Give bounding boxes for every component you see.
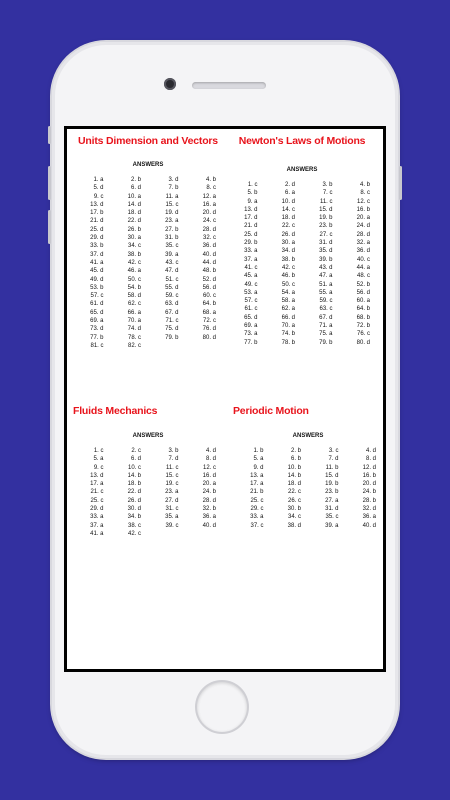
- section-title: Newton's Laws of Motions: [238, 135, 366, 147]
- answer-item: 32. a: [356, 240, 370, 247]
- answer-item: 64. b: [356, 306, 370, 313]
- answer-item: 57. c: [244, 298, 258, 305]
- answer-item: 3. c: [328, 448, 339, 454]
- answer-item: 64. b: [202, 301, 216, 308]
- answer-item: 18. b: [127, 481, 141, 488]
- home-button[interactable]: [197, 682, 247, 732]
- answer-item: 25. d: [244, 231, 258, 238]
- answer-item: 70. a: [281, 323, 295, 330]
- answer-item: 13. d: [244, 206, 258, 213]
- answer-item: 76. c: [356, 331, 370, 338]
- answer-item: 5. a: [253, 456, 264, 463]
- answer-item: 39. a: [325, 522, 339, 529]
- answer-item: 25. c: [250, 497, 264, 504]
- power-button: [399, 166, 402, 200]
- screen: [64, 126, 386, 672]
- answer-item: 36. a: [202, 514, 216, 521]
- answer-item: 19. b: [319, 215, 333, 222]
- answer-item: 42. c: [127, 259, 141, 266]
- answer-item: 15. c: [165, 201, 179, 208]
- answer-item: 35. a: [165, 514, 179, 521]
- answer-item: 74. d: [127, 326, 141, 333]
- answer-item: 23. a: [165, 489, 179, 496]
- answer-item: 38. c: [127, 522, 141, 529]
- answer-item: 80. d: [202, 334, 216, 341]
- answer-item: 18. d: [127, 210, 141, 217]
- answer-item: 7. b: [168, 185, 179, 192]
- answer-item: 23. b: [325, 489, 339, 496]
- answer-item: 16. d: [202, 472, 216, 479]
- answer-item: 14. c: [281, 206, 295, 213]
- answer-item: 62. a: [281, 306, 295, 313]
- answer-item: 78. b: [281, 339, 295, 346]
- answer-item: 10. b: [287, 464, 301, 471]
- answer-item: 35. c: [325, 514, 339, 521]
- answer-item: 8. c: [206, 185, 216, 192]
- answer-item: 2. b: [290, 448, 301, 454]
- answer-item: 61. c: [244, 306, 258, 313]
- silent-switch: [48, 126, 51, 144]
- answer-item: 63. c: [319, 306, 333, 313]
- answer-item: 28. d: [202, 226, 216, 233]
- answer-item: 77. b: [244, 339, 258, 346]
- answer-item: 8. d: [205, 456, 216, 463]
- answer-item: 38. d: [287, 522, 301, 529]
- answer-item: 32. c: [202, 235, 216, 242]
- answer-item: 9. d: [253, 464, 264, 471]
- answer-item: 23. a: [165, 218, 179, 225]
- answers-heading: ANSWERS: [292, 433, 324, 439]
- answer-item: 27. d: [165, 497, 179, 504]
- answer-item: 14. b: [287, 472, 301, 479]
- answer-item: 49. c: [244, 281, 258, 288]
- answer-item: 21. d: [90, 218, 104, 225]
- answer-item: 24. d: [356, 223, 370, 230]
- answer-item: 38. b: [281, 256, 295, 263]
- answer-item: 15. d: [319, 206, 333, 213]
- answer-item: 36. d: [202, 243, 216, 250]
- answer-item: 12. d: [362, 464, 376, 471]
- answer-item: 69. a: [90, 318, 104, 325]
- answer-item: 54. a: [281, 289, 295, 296]
- answer-item: 33. a: [244, 248, 258, 255]
- answer-item: 43. c: [165, 259, 179, 266]
- answer-item: 47. a: [319, 273, 333, 280]
- answer-item: 79. b: [165, 334, 179, 341]
- answer-item: 45. d: [90, 268, 104, 275]
- answer-item: 68. b: [356, 314, 370, 321]
- answer-item: 69. a: [244, 323, 258, 330]
- section-periodic-motion: [233, 405, 383, 529]
- answer-item: 29. c: [250, 506, 264, 513]
- answer-item: 65. d: [90, 309, 104, 316]
- answer-item: 63. d: [165, 301, 179, 308]
- answer-item: 75. a: [319, 331, 333, 338]
- answer-item: 62. c: [127, 301, 141, 308]
- answer-item: 21. c: [90, 489, 104, 496]
- answer-item: 20. d: [202, 210, 216, 217]
- answer-item: 25. d: [90, 226, 104, 233]
- answer-item: 48. c: [356, 273, 370, 280]
- answer-item: 56. d: [202, 284, 216, 291]
- answer-item: 34. c: [127, 243, 141, 250]
- answer-item: 31. c: [165, 506, 179, 513]
- answer-item: 42. c: [127, 530, 141, 537]
- answer-item: 37. c: [250, 522, 264, 529]
- answer-item: 13. d: [90, 201, 104, 208]
- answer-item: 60. c: [202, 293, 216, 300]
- answer-item: 6. d: [130, 456, 141, 463]
- answer-item: 18. d: [281, 215, 295, 222]
- answer-item: 22. c: [287, 489, 301, 496]
- section-title: Periodic Motion: [233, 405, 309, 417]
- answer-item: 65. d: [244, 314, 258, 321]
- answer-item: 46. b: [281, 273, 295, 280]
- answer-item: 14. b: [127, 472, 141, 479]
- answer-item: 8. d: [365, 456, 376, 463]
- answer-item: 67. d: [319, 314, 333, 321]
- answer-item: 1. a: [93, 177, 104, 183]
- answer-item: 13. a: [250, 472, 264, 479]
- answer-item: 52. b: [356, 281, 370, 288]
- answer-item: 7. c: [322, 190, 333, 197]
- answer-item: 67. d: [165, 309, 179, 316]
- answer-item: 17. b: [90, 210, 104, 217]
- answer-item: 13. d: [90, 472, 104, 479]
- answer-item: 31. d: [319, 240, 333, 247]
- answer-item: 76. d: [202, 326, 216, 333]
- answers-heading: ANSWERS: [286, 167, 318, 173]
- answer-item: 30. d: [127, 506, 141, 513]
- answer-key-page[interactable]: [67, 129, 383, 669]
- answer-item: 24. c: [202, 218, 216, 225]
- answer-item: 38. b: [127, 251, 141, 258]
- answer-item: 22. d: [127, 489, 141, 496]
- answer-item: 12. c: [202, 464, 216, 471]
- answers-heading: ANSWERS: [132, 162, 164, 168]
- answer-item: 70. a: [127, 318, 141, 325]
- answer-item: 20. a: [202, 481, 216, 488]
- answer-item: 29. d: [90, 235, 104, 242]
- answer-item: 50. c: [127, 276, 141, 283]
- answer-item: 36. d: [356, 248, 370, 255]
- answer-item: 21. b: [250, 489, 264, 496]
- answer-item: 40. d: [362, 522, 376, 529]
- answer-item: 57. c: [90, 293, 104, 300]
- answer-item: 8. c: [360, 190, 370, 197]
- answer-item: 72. c: [202, 318, 216, 325]
- answers-grid: [73, 447, 223, 538]
- answer-item: 39. b: [319, 256, 333, 263]
- answer-item: 17. a: [250, 481, 264, 488]
- answer-item: 34. c: [287, 514, 301, 521]
- answer-item: 22. c: [281, 223, 295, 230]
- answer-item: 25. c: [90, 497, 104, 504]
- earpiece-speaker: [192, 82, 266, 89]
- answer-item: 5. d: [93, 185, 104, 192]
- answer-item: 28. d: [202, 497, 216, 504]
- answer-item: 11. b: [325, 464, 339, 471]
- front-camera: [164, 78, 176, 90]
- answer-item: 19. b: [325, 481, 339, 488]
- answer-item: 11. c: [319, 198, 333, 205]
- answer-item: 41. c: [244, 264, 258, 271]
- answers-grid: [73, 176, 223, 350]
- answer-item: 44. d: [202, 259, 216, 266]
- answer-item: 49. d: [90, 276, 104, 283]
- answer-item: 40. c: [356, 256, 370, 263]
- answer-item: 26. c: [287, 497, 301, 504]
- answer-item: 36. a: [362, 514, 376, 521]
- answer-item: 74. b: [281, 331, 295, 338]
- answer-item: 28. b: [362, 497, 376, 504]
- answer-item: 33. a: [250, 514, 264, 521]
- answer-item: 42. c: [281, 264, 295, 271]
- answer-item: 4. b: [359, 182, 370, 188]
- answer-item: 6. d: [130, 185, 141, 192]
- answer-item: 9. c: [93, 193, 104, 200]
- answer-item: 66. a: [127, 309, 141, 316]
- answer-item: 45. a: [244, 273, 258, 280]
- answers-heading: ANSWERS: [132, 433, 164, 439]
- answer-item: 58. d: [127, 293, 141, 300]
- answer-item: 39. a: [165, 251, 179, 258]
- section-title: Units Dimension and Vectors: [78, 135, 218, 147]
- answer-item: 4. d: [205, 448, 216, 454]
- answer-item: 34. d: [281, 248, 295, 255]
- answer-item: 29. d: [90, 506, 104, 513]
- answer-item: 17. a: [90, 481, 104, 488]
- answer-item: 22. d: [127, 218, 141, 225]
- answer-item: 15. d: [325, 472, 339, 479]
- answer-item: 1. c: [247, 182, 258, 188]
- answer-item: 80. d: [356, 339, 370, 346]
- answer-item: 55. d: [165, 284, 179, 291]
- answer-item: 4. d: [365, 448, 376, 454]
- answer-item: 79. b: [319, 339, 333, 346]
- answer-item: 5. a: [93, 456, 104, 463]
- answer-item: 4. b: [205, 177, 216, 183]
- answer-item: 40. d: [202, 251, 216, 258]
- answer-item: 31. d: [325, 506, 339, 513]
- answer-item: 40. d: [202, 522, 216, 529]
- answer-item: 34. b: [127, 514, 141, 521]
- answer-item: 46. a: [127, 268, 141, 275]
- answer-item: 30. a: [127, 235, 141, 242]
- answer-item: 81. c: [90, 342, 104, 349]
- answer-item: 52. d: [202, 276, 216, 283]
- answer-item: 6. a: [284, 190, 295, 197]
- answer-item: 58. a: [281, 298, 295, 305]
- answer-item: 37. a: [244, 256, 258, 263]
- answer-item: 41. a: [90, 530, 104, 537]
- answer-item: 11. c: [165, 464, 179, 471]
- answer-item: 7. d: [168, 456, 179, 463]
- answer-item: 12. a: [202, 193, 216, 200]
- answer-item: 50. c: [281, 281, 295, 288]
- answer-item: 10. a: [127, 193, 141, 200]
- answer-item: 48. b: [202, 268, 216, 275]
- answer-item: 24. b: [362, 489, 376, 496]
- answer-item: 26. d: [281, 231, 295, 238]
- section-units-dimension-vectors: [73, 135, 223, 349]
- answer-item: 27. b: [165, 226, 179, 233]
- answer-item: 11. a: [165, 193, 179, 200]
- answer-item: 15. c: [165, 472, 179, 479]
- answer-item: 27. c: [319, 231, 333, 238]
- answer-item: 29. b: [244, 240, 258, 247]
- answer-item: 55. a: [319, 289, 333, 296]
- answer-item: 54. b: [127, 284, 141, 291]
- answer-item: 37. d: [90, 251, 104, 258]
- answer-item: 9. a: [247, 198, 258, 205]
- answer-item: 2. d: [284, 182, 295, 188]
- answers-grid: [233, 447, 383, 530]
- answer-item: 39. c: [165, 522, 179, 529]
- answer-item: 26. d: [127, 497, 141, 504]
- answer-item: 32. b: [202, 506, 216, 513]
- answer-item: 77. b: [90, 334, 104, 341]
- answer-item: 9. c: [93, 464, 104, 471]
- answer-item: 35. d: [319, 248, 333, 255]
- answer-item: 53. a: [244, 289, 258, 296]
- answer-item: 60. a: [356, 298, 370, 305]
- answer-item: 71. c: [165, 318, 179, 325]
- answer-item: 10. c: [127, 464, 141, 471]
- answer-item: 44. a: [356, 264, 370, 271]
- section-newtons-laws: [227, 135, 377, 346]
- answer-item: 33. a: [90, 514, 104, 521]
- answer-item: 19. c: [165, 481, 179, 488]
- answer-item: 21. d: [244, 223, 258, 230]
- answer-item: 30. a: [281, 240, 295, 247]
- answer-item: 3. b: [168, 448, 179, 454]
- answer-item: 20. d: [362, 481, 376, 488]
- answer-item: 5. b: [247, 190, 258, 197]
- answer-item: 23. b: [319, 223, 333, 230]
- answer-item: 31. b: [165, 235, 179, 242]
- answer-item: 14. d: [127, 201, 141, 208]
- answer-item: 30. b: [287, 506, 301, 513]
- answer-item: 7. d: [328, 456, 339, 463]
- answer-item: 61. d: [90, 301, 104, 308]
- volume-down-button: [48, 210, 51, 244]
- answer-item: 59. c: [319, 298, 333, 305]
- answer-item: 27. a: [325, 497, 339, 504]
- answer-item: 73. a: [244, 331, 258, 338]
- answer-item: 73. d: [90, 326, 104, 333]
- answer-item: 59. c: [165, 293, 179, 300]
- answer-item: 68. a: [202, 309, 216, 316]
- answer-item: 20. a: [356, 215, 370, 222]
- answer-item: 16. b: [356, 206, 370, 213]
- answer-item: 66. d: [281, 314, 295, 321]
- section-title: Fluids Mechanics: [73, 405, 158, 417]
- answers-grid: [227, 181, 377, 347]
- answer-item: 6. b: [290, 456, 301, 463]
- answer-item: 18. d: [287, 481, 301, 488]
- answer-item: 32. d: [362, 506, 376, 513]
- answer-item: 2. b: [130, 177, 141, 183]
- answer-item: 24. b: [202, 489, 216, 496]
- answer-item: 41. a: [90, 259, 104, 266]
- phone-frame: [52, 42, 398, 758]
- answer-item: 51. a: [319, 281, 333, 288]
- answer-item: 35. c: [165, 243, 179, 250]
- section-fluids-mechanics: [73, 405, 223, 537]
- answer-item: 17. d: [244, 215, 258, 222]
- answer-item: 3. d: [168, 177, 179, 183]
- answer-item: 28. d: [356, 231, 370, 238]
- answer-item: 71. a: [319, 323, 333, 330]
- answer-item: 3. b: [322, 182, 333, 188]
- answer-item: 82. c: [127, 342, 141, 349]
- answer-item: 16. a: [202, 201, 216, 208]
- answer-item: 53. b: [90, 284, 104, 291]
- answer-item: 37. a: [90, 522, 104, 529]
- answer-item: 12. c: [356, 198, 370, 205]
- answer-item: 2. c: [131, 448, 141, 454]
- answer-item: 19. d: [165, 210, 179, 217]
- answer-item: 78. c: [127, 334, 141, 341]
- answer-item: 1. b: [253, 448, 264, 454]
- answer-item: 47. d: [165, 268, 179, 275]
- answer-item: 33. b: [90, 243, 104, 250]
- answer-item: 10. d: [281, 198, 295, 205]
- answer-item: 51. c: [165, 276, 179, 283]
- volume-up-button: [48, 166, 51, 200]
- answer-item: 56. d: [356, 289, 370, 296]
- answer-item: 75. d: [165, 326, 179, 333]
- answer-item: 72. b: [356, 323, 370, 330]
- answer-item: 16. b: [362, 472, 376, 479]
- answer-item: 43. d: [319, 264, 333, 271]
- answer-item: 26. b: [127, 226, 141, 233]
- answer-item: 1. c: [93, 448, 104, 454]
